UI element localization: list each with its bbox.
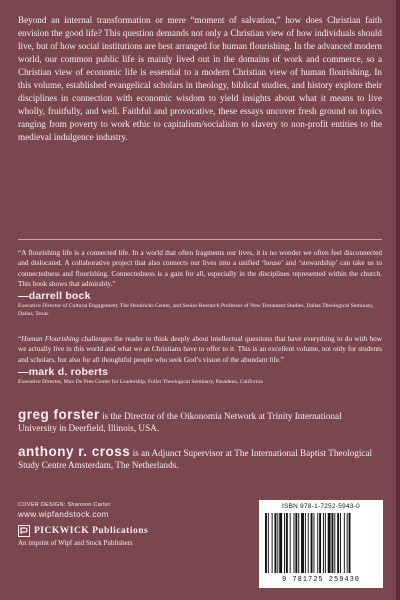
endorsement-text: [18, 334, 382, 365]
barcode-digits: 9 781725 259430: [281, 576, 360, 584]
barcode-bar: [279, 513, 282, 573]
quote-open: “: [18, 335, 22, 343]
barcode-bar: [323, 513, 324, 573]
author-name: greg forster: [18, 407, 100, 422]
barcode-bar: [301, 513, 304, 573]
barcode-bar: [334, 513, 335, 573]
barcode-bar: [277, 513, 278, 573]
book-title-italic: Human Flourishing: [21, 335, 80, 343]
divider-rule: [18, 239, 382, 240]
barcode-bar: [337, 513, 339, 573]
barcode-bar: [311, 513, 313, 573]
endorser-name: —mark d. roberts: [18, 365, 109, 378]
barcode-bar: [344, 513, 345, 573]
barcode-bar: [295, 513, 297, 573]
barcode-bar: [294, 513, 295, 573]
pickwick-logo-icon: [18, 525, 30, 537]
barcode-bar: [317, 513, 318, 573]
author-bio-forster: [18, 409, 382, 435]
barcode-bar: [265, 513, 267, 573]
barcode-bar: [313, 513, 314, 573]
publisher-row: [18, 525, 148, 537]
barcode-bar: [272, 513, 273, 573]
book-blurb: Beyond an internal transformation or mere “moment of salvation,” how does Christian faith envision the good life? This question demands not only a Christian view of how individuals should live, but of how social institutions are best arranged for human flourishing. In the advanced modern world, our common public life is mainly lived out in the domains of work and commerce, so a Christian view of economic life is essential to a modern Christian view of human flourishing. In this volume, established evangelical scholars in theology, biblical studies, and history explore their disciplines in connection with economic wisdom to yield insights about what it means to live wholly, fruitfully, and well. Faithful and provocative, these essays uncover fresh ground on topics ranging from poverty to work ethic to capitalism/socialism to slavery to non-profit entities to the medieval indulgence industry.: [18, 15, 382, 142]
barcode-bar: [332, 513, 334, 573]
author-bio: is an Adjunct Supervisor at The International Baptist Theological Study Centre Amsterdam, The Netherlands.: [18, 448, 373, 471]
barcode-bar: [340, 513, 341, 573]
barcode-bar: [308, 513, 309, 573]
barcode-bar: [290, 513, 291, 573]
spine-edge: [396, 0, 400, 600]
barcode-icon: [263, 513, 379, 575]
barcode-bar: [305, 513, 306, 573]
endorser-name: —darrell bock: [18, 290, 91, 303]
endorsement-bock: [18, 248, 382, 318]
barcode-bar: [298, 513, 299, 573]
barcode-bar: [325, 513, 326, 573]
endorsement-roberts: [18, 334, 382, 386]
barcode-bar: [275, 513, 277, 573]
endorsement-body: challenges the reader to think deeply about intellectual questions that have everything to do with how we actually live in this world and what we as Christians have to offer to it. This is an excellent volume, not only for students and scholars, but also for all thoughtful people who seek God’s vision of the abundant life.”: [18, 335, 382, 364]
barcode-bar: [284, 513, 285, 573]
publisher-name: PICKWICK Publications: [34, 526, 149, 536]
barcode-bar: [328, 513, 331, 573]
author-bio: is the Director of the Oikonomia Network at Trinity International University in Deerfield, Illinois, USA.: [18, 411, 342, 434]
barcode-bar: [286, 513, 288, 573]
author-bio-cross: [18, 446, 382, 472]
cover-design-credit: COVER DESIGN: Shannon Carter: [18, 502, 111, 508]
barcode-bar: [347, 513, 348, 573]
barcode-bar: [268, 513, 269, 573]
barcode-bar: [319, 513, 321, 573]
endorser-affiliation: Executive Director, Max De Pree Center for Leadership, Fuller Theological Seminary, Pasadena, California: [18, 378, 263, 385]
imprint-line: An imprint of Wipf and Stock Publishers: [18, 539, 133, 547]
endorser-affiliation: Executive Director of Cultural Engagement, The Hendricks Center, and Senior Research Professor of New Testament Studies, Dallas Theological Seminary, Dallas, Texas: [18, 303, 374, 318]
barcode-bar: [349, 513, 351, 573]
endorsement-text: “A flourishing life is a connected life. In a world that often fragments our lives, it is no wonder we often feel disconnected and dislocated. A collaborative project that also connects our lives into a unified ‘house’ and ‘stewardship’ can take us to connectedness and flourishing. Connectedness is a gain for all, especially in the disciplines represented within the church. This book shows that admirably.”: [18, 249, 382, 288]
isbn-number: ISBN 978-1-7252-5943-0: [281, 503, 360, 510]
publisher-website: www.wipfandstock.com: [18, 510, 109, 519]
isbn-barcode: [259, 500, 383, 588]
author-name: anthony r. cross: [18, 444, 131, 459]
